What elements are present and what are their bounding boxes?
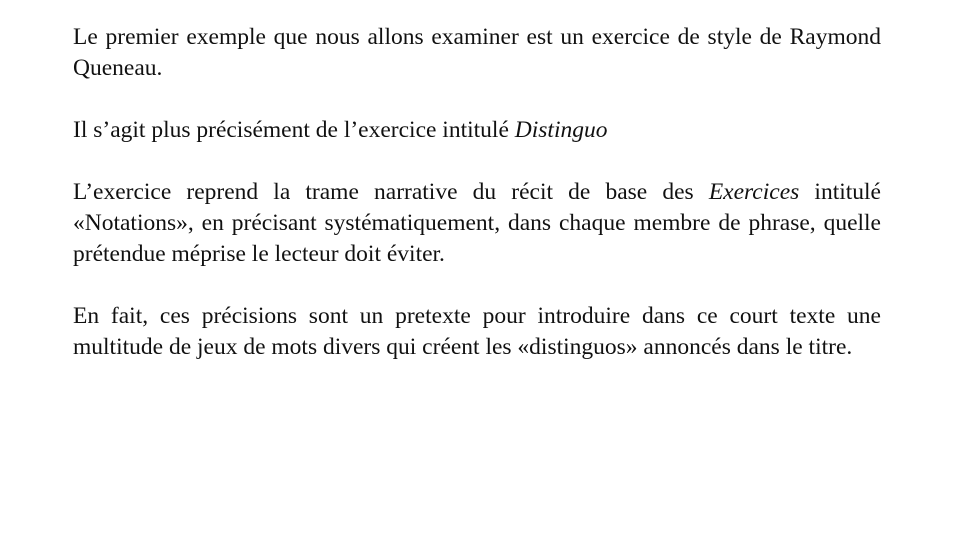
paragraph-2 bbox=[73, 115, 881, 146]
paragraph-3-text-end: intitulé «Notations», en précisant systématiquement, dans chaque membre de phrase, quelle prétendue méprise le lecteur doit éviter. bbox=[73, 179, 881, 267]
paragraph-3-text-start: L’exercice reprend la trame narrative du récit de base des bbox=[73, 179, 709, 205]
paragraph-3-italic-title: Exercices bbox=[708, 179, 800, 205]
text-body bbox=[73, 22, 881, 363]
paragraph-1-text: Le premier exemple que nous allons examiner est un exercice de style de Raymond Queneau. bbox=[73, 24, 881, 81]
paragraph-1 bbox=[73, 22, 881, 84]
paragraph-3 bbox=[73, 177, 881, 270]
paragraph-2-italic-title: Distinguo bbox=[514, 117, 608, 143]
paragraph-4-text: En fait, ces précisions sont un pretexte pour introduire dans ce court texte une multitude de jeux de mots divers qui créent les «distinguos» annoncés dans le titre. bbox=[73, 303, 881, 360]
paragraph-4 bbox=[73, 301, 881, 363]
paragraph-2-text: Il s’agit plus précisément de l’exercice intitulé bbox=[73, 117, 515, 143]
